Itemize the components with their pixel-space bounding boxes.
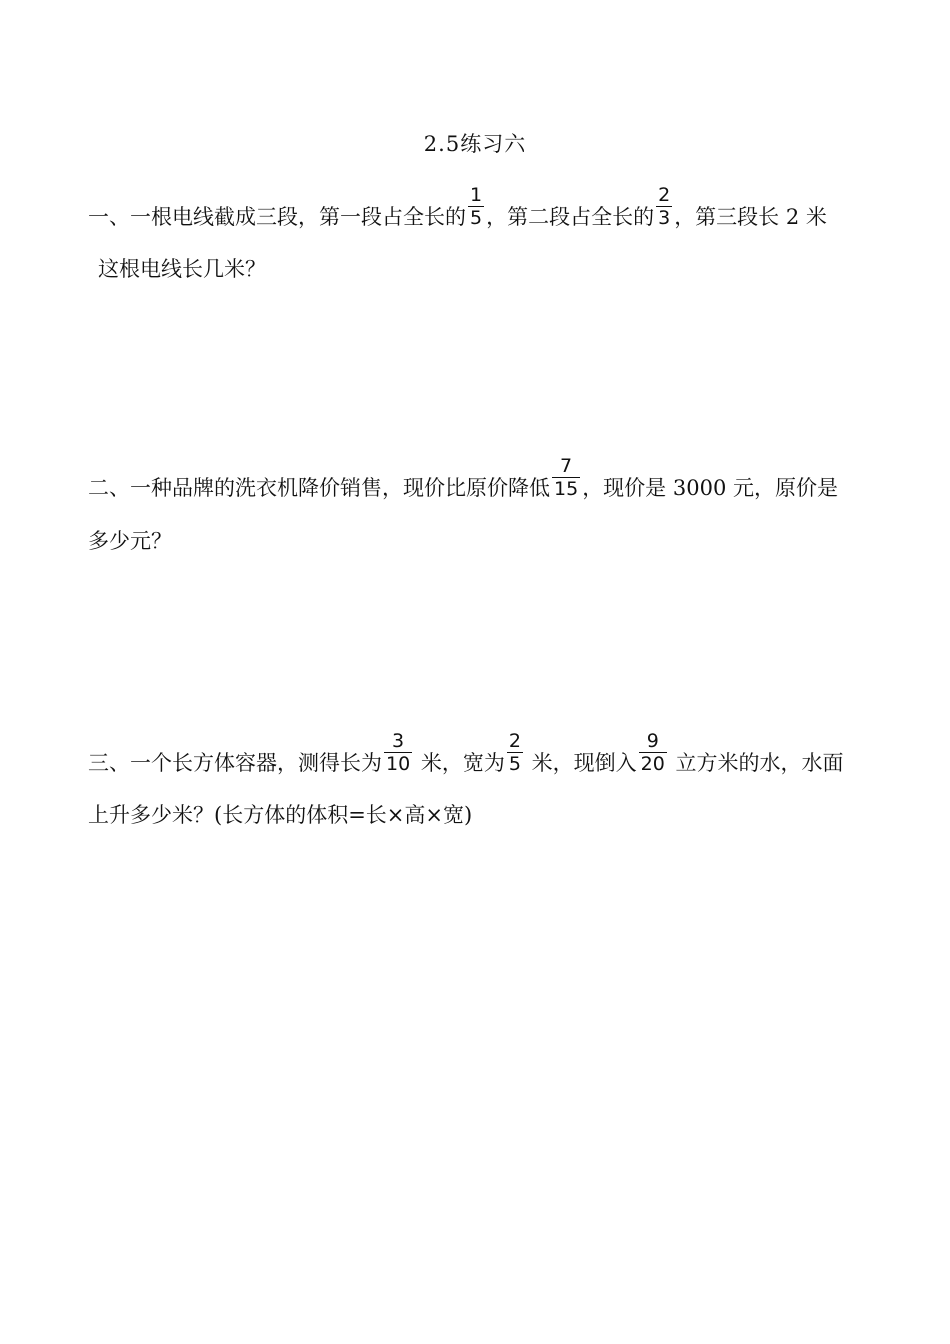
question-2-line-2: 多少元？ [88, 529, 172, 553]
question-1-text-part1: 一、一根电线截成三段，第一段占全长的 [88, 205, 466, 229]
fraction-denominator: 10 [386, 753, 411, 775]
question-3-fraction-1 [384, 730, 412, 775]
question-3-text-part2: 米，宽为 [414, 751, 505, 775]
question-1-text-part2: ，第二段占全长的 [486, 205, 655, 229]
question-2-line-1 [88, 455, 838, 512]
page-title: 2.5练习六 [423, 132, 527, 156]
fraction-numerator: 7 [552, 455, 580, 478]
fraction-numerator: 2 [508, 730, 521, 752]
question-3-line-1 [88, 730, 844, 787]
question-1-fraction-1 [468, 184, 484, 229]
question-1-text-part3: ，第三段长 2 米 [674, 205, 827, 229]
fraction-denominator: 20 [640, 753, 665, 775]
fraction-denominator: 5 [508, 753, 521, 775]
question-1-line-1 [88, 184, 827, 241]
question-3-line-2: 上升多少米？(长方体的体积=长×高×宽) [88, 803, 473, 827]
fraction-numerator: 3 [384, 730, 412, 753]
fraction-numerator: 2 [658, 184, 671, 206]
fraction-denominator: 15 [554, 478, 579, 500]
question-3-text-part1: 三、一个长方体容器，测得长为 [88, 751, 382, 775]
question-2-fraction-1 [552, 455, 580, 500]
question-2-text-part2: ，现价是 3000 元，原价是 [582, 476, 838, 500]
question-3-text-part3: 米，现倒入 [524, 751, 637, 775]
question-2-text-part1: 二、一种品牌的洗衣机降价销售，现价比原价降低 [88, 476, 550, 500]
question-1-line-2: 这根电线长几米？ [98, 257, 266, 281]
fraction-denominator: 5 [470, 207, 483, 229]
question-3-fraction-2 [507, 730, 523, 775]
question-3-text-part4: 立方米的水，水面 [668, 751, 844, 775]
question-1-fraction-2 [656, 184, 672, 229]
fraction-numerator: 1 [470, 184, 483, 206]
fraction-denominator: 3 [658, 207, 671, 229]
fraction-numerator: 9 [639, 730, 667, 753]
question-3-fraction-3 [639, 730, 667, 775]
